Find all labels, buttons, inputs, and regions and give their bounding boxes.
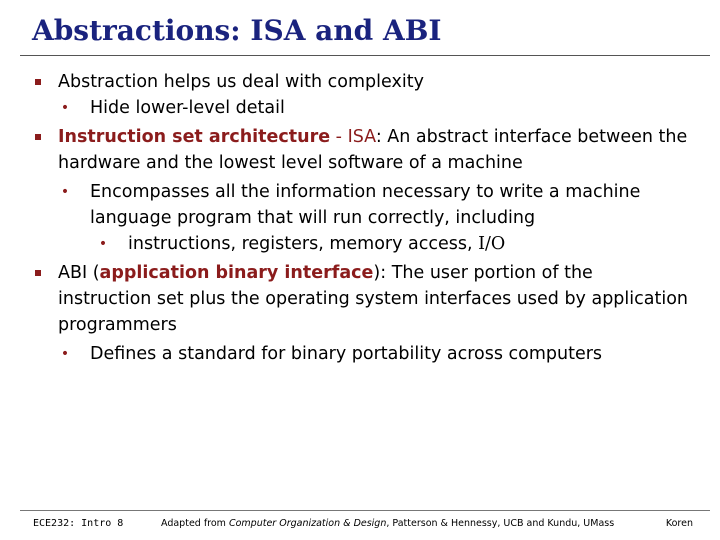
footer-slide-id: ECE232: Intro 8 bbox=[33, 518, 124, 529]
bullet-abi bbox=[0, 260, 688, 338]
dot-bullet-icon: • bbox=[60, 184, 70, 200]
abi-term: application binary interface bbox=[99, 263, 374, 283]
dot-bullet-icon: • bbox=[98, 236, 108, 252]
subbullet-text: Defines a standard for binary portability across computers bbox=[90, 344, 603, 364]
abi-definition: ): The user portion of the instruction set plus the operating system interfaces used by application programmers bbox=[58, 263, 689, 335]
subbullet-defines bbox=[0, 341, 690, 367]
slide-body bbox=[0, 69, 720, 367]
subbullet-hide-detail bbox=[0, 95, 690, 121]
square-bullet-icon bbox=[30, 69, 46, 95]
abi-prefix: ABI ( bbox=[58, 263, 100, 283]
footer-author: Koren bbox=[665, 518, 693, 529]
subsubbullet-instructions bbox=[0, 231, 688, 257]
bullet-abstraction bbox=[0, 69, 688, 95]
isa-term: Instruction set architecture bbox=[58, 127, 331, 147]
slide-title: Abstractions: ISA and ABI bbox=[32, 14, 442, 47]
footer-book-title: Computer Organization & Design bbox=[228, 518, 387, 529]
subbullet-text: Hide lower-level detail bbox=[90, 98, 285, 118]
subbullet-text: Encompasses all the information necessary to write a machine language program that will run correctly, including bbox=[90, 182, 641, 228]
isa-acronym: ISA bbox=[347, 127, 376, 147]
isa-definition: : An abstract interface between the hardware and the lowest level software of a machine bbox=[58, 127, 688, 173]
isa-dash: - bbox=[330, 127, 348, 147]
title-divider bbox=[20, 55, 710, 56]
square-bullet-icon bbox=[30, 124, 46, 150]
dot-bullet-icon: • bbox=[60, 346, 70, 362]
footer-divider bbox=[20, 510, 710, 511]
square-bullet-icon bbox=[30, 260, 46, 286]
bullet-isa bbox=[0, 124, 688, 176]
io-text: I/O bbox=[478, 234, 506, 254]
footer-attribution-pre: Adapted from bbox=[161, 518, 229, 529]
footer-attribution bbox=[161, 517, 614, 531]
footer-attribution-post: , Patterson & Hennessy, UCB and Kundu, UMass bbox=[386, 518, 615, 529]
dot-bullet-icon: • bbox=[60, 100, 70, 116]
subsubbullet-text: instructions, registers, memory access, bbox=[128, 234, 479, 254]
subbullet-encompasses bbox=[0, 179, 690, 231]
bullet-text: Abstraction helps us deal with complexity bbox=[58, 72, 424, 92]
